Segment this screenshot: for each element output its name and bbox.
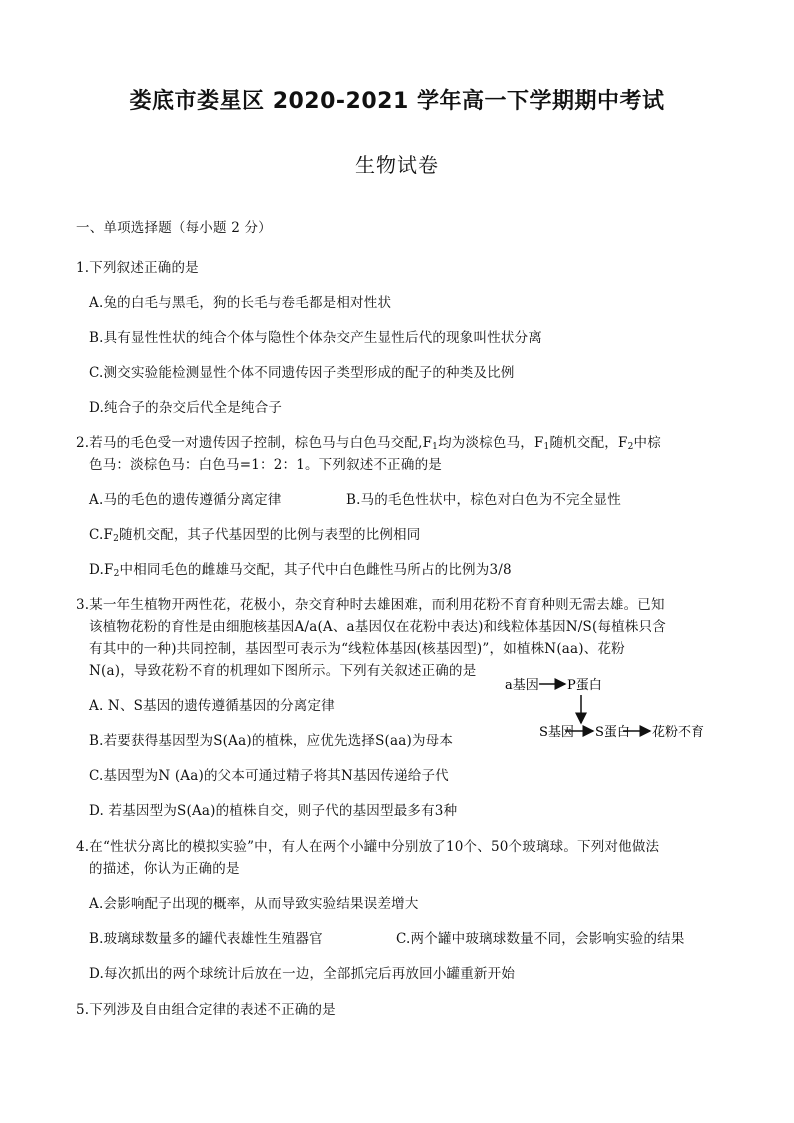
q1-option-d: D.纯合子的杂交后代全是纯合子 [89, 400, 283, 416]
q3-option-b: B.若要获得基因型为S(Aa)的植株，应优先选择S(aa)为母本 [89, 733, 454, 749]
q3-stem-line1: 3.某一年生植物开两性花，花极小，杂交育种时去雄困难，而利用花粉不育育种则无需去雄。已知 [76, 597, 665, 613]
q3-stem-line2: 该植物花粉的育性是由细胞核基因A/a(A、a基因仅在花粉中表达)和线粒体基因N/S(每植株只含 [89, 619, 666, 635]
diagram-p-protein: P蛋白 [567, 678, 602, 693]
q3-option-a: A. N、S基因的遗传遵循基因的分离定律 [89, 698, 335, 714]
q4-option-d: D.每次抓出的两个球统计后放在一边，全部抓完后再放回小罐重新开始 [89, 966, 516, 982]
q5-stem: 5.下列涉及自由组合定律的表述不正确的是 [76, 1002, 336, 1018]
q1-option-a: A.兔的白毛与黑毛，狗的长毛与卷毛都是相对性状 [89, 295, 392, 311]
q2-option-a: A.马的毛色的遗传遵循分离定律 [89, 492, 282, 508]
diagram-a-gene: a基因 [505, 678, 539, 693]
q2-stem-line2: 色马：淡棕色马：白色马=1：2：1。下列叙述不正确的是 [89, 457, 442, 473]
q3-stem-line3: 有其中的一种)共同控制，基因型可表示为“线粒体基因(核基因型)”，如植株N(aa)、花粉 [89, 641, 625, 657]
q1-option-b: B.具有显性性状的纯合个体与隐性个体杂交产生显性后代的现象叫性状分离 [89, 330, 543, 346]
q2-option-c: $C.F_2$随机交配，其子代基因型的比例与表型的比例相同 [89, 527, 421, 544]
q3-option-c: C.基因型为N (Aa)的父本可通过精子将其N基因传递给子代 [89, 768, 449, 784]
exam-title: 娄底市娄星区 2020-2021 学年高一下学期期中考试 [129, 89, 665, 114]
exam-subtitle: 生物试卷 [355, 153, 439, 177]
q2-stem-line1: 2.若马的毛色受一对遗传因子控制，棕色马与白色马交配$,F_1$均为淡棕色马，$F_1$随机交配，$F_2$中棕 [76, 435, 661, 452]
q4-option-a: A.会影响配子出现的概率，从而导致实验结果误差增大 [89, 896, 419, 912]
q4-option-b: B.玻璃球数量多的罐代表雄性生殖器官 [89, 931, 323, 947]
q4-option-c: C.两个罐中玻璃球数量不同，会影响实验的结果 [396, 931, 685, 947]
q3-option-d: D. 若基因型为S(Aa)的植株自交，则子代的基因型最多有3种 [89, 803, 458, 819]
q4-stem-line1: 4.在“性状分离比的模拟实验”中，有人在两个小罐中分别放了10个、50个玻璃球。下列对他做法 [76, 839, 660, 855]
q1-stem: 1.下列叙述正确的是 [76, 260, 199, 276]
q1-option-c: C.测交实验能检测显性个体不同遗传因子类型形成的配子的种类及比例 [89, 365, 515, 381]
q4-stem-line2: 的描述，你认为正确的是 [89, 861, 240, 877]
section-heading: 一、单项选择题（每小题 2 分） [76, 220, 272, 236]
q2-option-d: $D.F_2$中相同毛色的雌雄马交配，其子代中白色雌性马所占的比例为3/8 [89, 562, 512, 579]
diagram-s-protein: S蛋白 [595, 725, 630, 740]
diagram-s-gene: S基因 [539, 725, 574, 740]
sterility-mechanism-diagram [505, 670, 720, 750]
diagram-sterile: 花粉不育 [652, 725, 705, 740]
q3-stem-line4: N(a)，导致花粉不育的机理如下图所示。下列有关叙述正确的是 [89, 663, 477, 679]
q2-option-b: B.马的毛色性状中，棕色对白色为不完全显性 [346, 492, 621, 508]
